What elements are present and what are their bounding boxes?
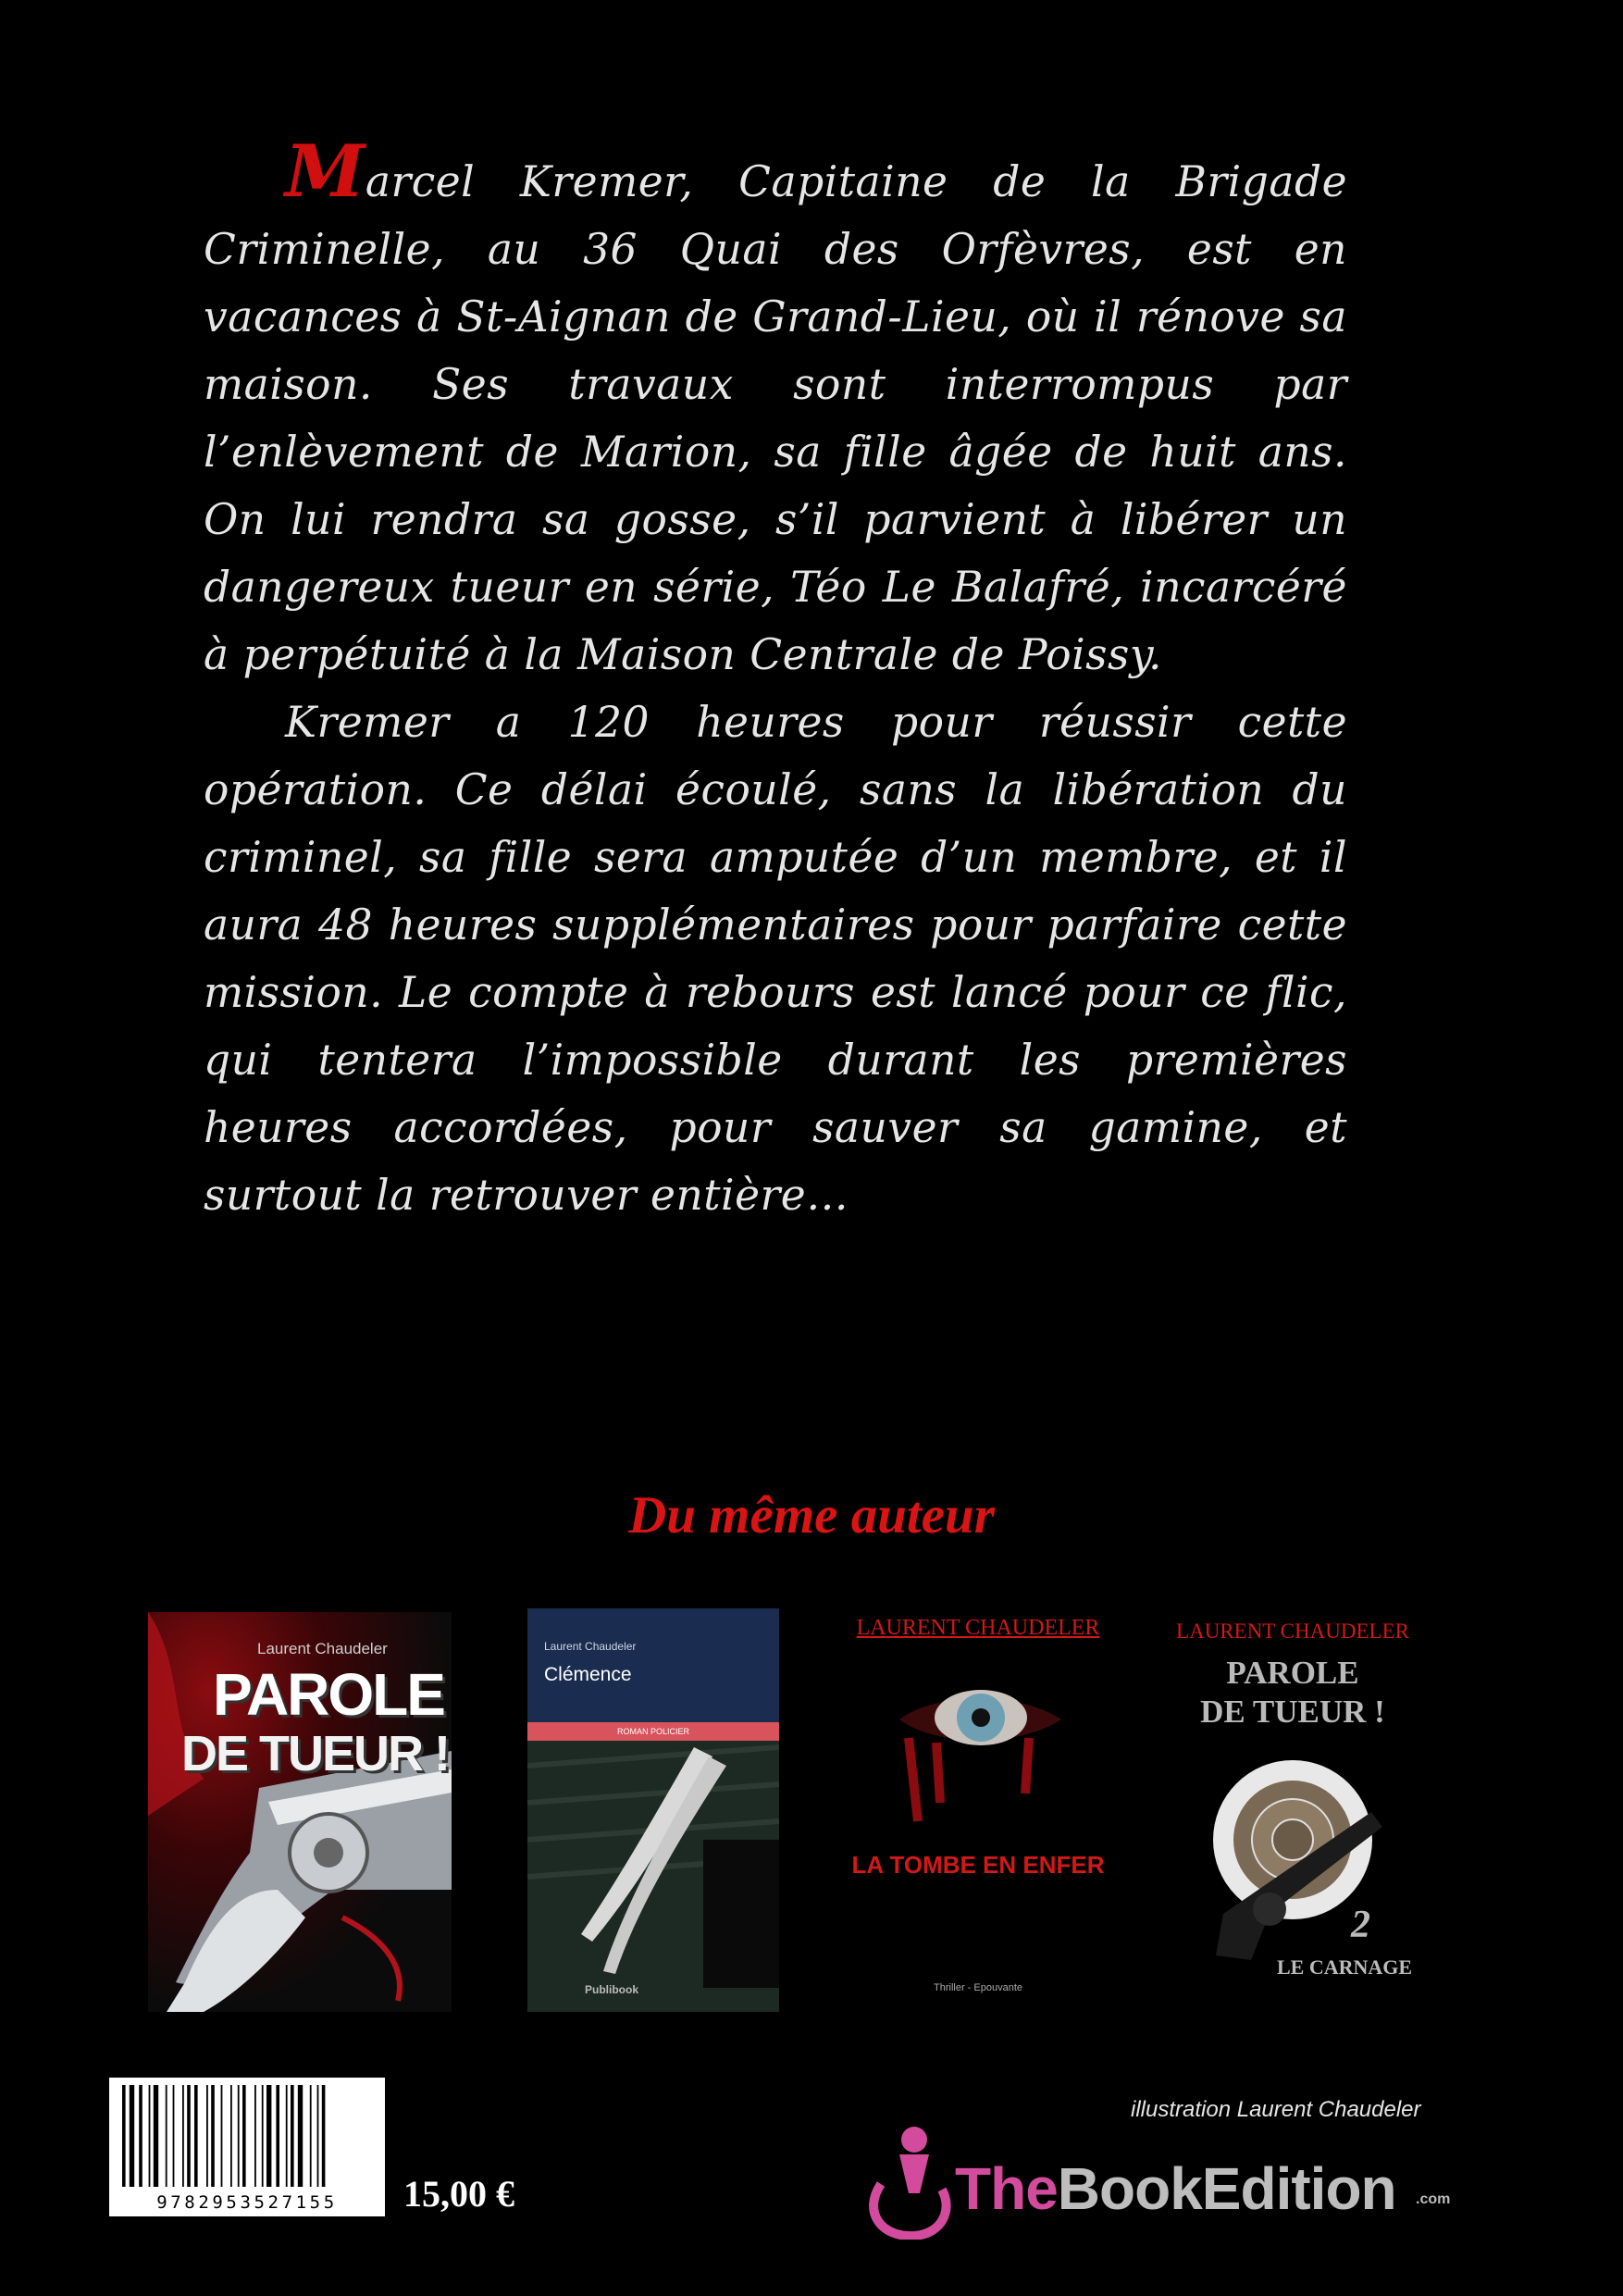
cover-volume-number: 2 bbox=[1351, 1904, 1370, 1946]
cover-title-line1: PAROLE bbox=[1226, 1655, 1359, 1691]
cover-genre: Thriller - Epouvante bbox=[934, 1982, 1022, 1993]
cover-parole-de-tueur bbox=[148, 1612, 452, 2012]
publisher-person-icon bbox=[853, 2119, 955, 2240]
barcode-digits: 9782953527155 bbox=[156, 2192, 338, 2213]
cover-la-tombe-en-enfer bbox=[844, 1608, 1112, 2012]
price: 15,00 € bbox=[403, 2173, 514, 2215]
cover-author: LAURENT CHAUDELER bbox=[856, 1616, 1100, 1640]
publisher-domain: .com bbox=[1416, 2191, 1451, 2207]
cover-title-line1: PAROLE bbox=[213, 1661, 444, 1728]
cover-subtitle: LE CARNAGE bbox=[1277, 1955, 1413, 1979]
cover-title-line2: DE TUEUR ! bbox=[181, 1726, 449, 1781]
blurb-paragraph-2: Kremer a 120 heures pour réussir cette opération. Ce délai écoulé, sans la libération du criminel, sa fille sera amputée d’un membre, et il aura 48 heures supplémentaires pour parfaire cette mission. Le compte à rebours est lancé pour ce flic, qui tentera l’impossible durant les premières heures accordées, pour sauver sa gamine, et surtout la retrouver entière… bbox=[204, 698, 1347, 1220]
isbn-barcode bbox=[109, 2078, 385, 2216]
cover-clemence bbox=[527, 1608, 779, 2012]
drop-cap: M bbox=[285, 130, 365, 214]
bloody-eye-illustration bbox=[844, 1608, 1112, 2012]
back-cover-blurb bbox=[204, 130, 1347, 1229]
blurb-paragraph-1 bbox=[204, 130, 1347, 689]
cover-publisher-logo: Publibook bbox=[585, 1983, 638, 1996]
illustration-credit: illustration Laurent Chaudeler bbox=[1131, 2097, 1421, 2122]
cover-parole-de-tueur-2 bbox=[1140, 1608, 1445, 2012]
cover-title: Clémence bbox=[544, 1664, 632, 1685]
cover-collection: ROMAN POLICIER bbox=[527, 1722, 779, 1741]
publisher-logo bbox=[853, 2119, 1464, 2240]
publisher-name: TheBookEdition bbox=[955, 2155, 1396, 2222]
cover-author: Laurent Chaudeler bbox=[257, 1640, 388, 1657]
cover-title: LA TOMBE EN ENFER bbox=[851, 1851, 1105, 1879]
blurb-paragraph-1-text: arcel Kremer, Capitaine de la Brigade Criminelle, au 36 Quai des Orfèvres, est en vacances à St-Aignan de Grand-Lieu, où il rénove sa maison. Ses travaux sont interrompus par l’enlèvement de Marion, sa fille âgée de huit ans. On lui rendra sa gosse, s’il parvient à libérer un dangereux tueur en série, Téo Le Balafré, incarcéré à perpétuité à la Maison Centrale de Poissy. bbox=[204, 157, 1347, 679]
same-author-heading: Du même auteur bbox=[628, 1486, 995, 1545]
cover-author: LAURENT CHAUDELER bbox=[1176, 1620, 1409, 1643]
target-gun-illustration bbox=[1140, 1608, 1445, 2012]
cover-author: Laurent Chaudeler bbox=[544, 1640, 637, 1653]
cover-title-line2: DE TUEUR ! bbox=[1200, 1694, 1385, 1730]
